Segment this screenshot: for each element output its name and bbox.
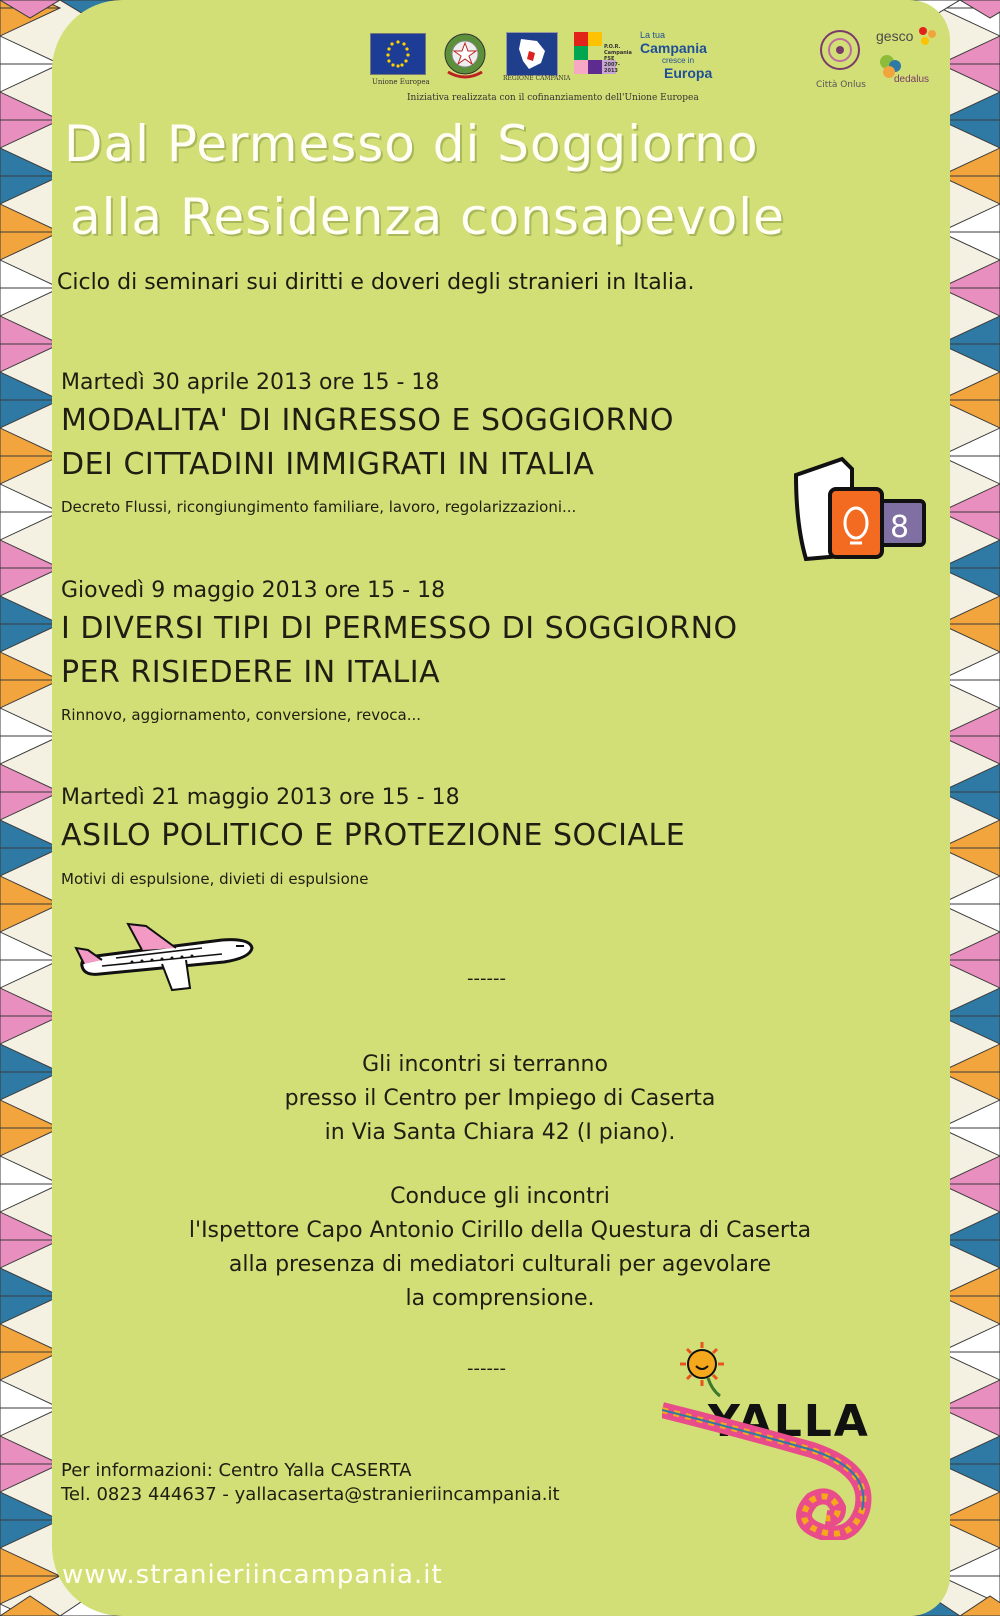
bunting-flag	[960, 1596, 1000, 1616]
location-block	[0, 1048, 1000, 1150]
contact-line-2: Tel. 0823 444637 - yallacaserta@stranieriincampania.it	[61, 1484, 560, 1505]
website-url[interactable]: www.stranieriincampania.it	[62, 1560, 443, 1590]
campania-slogan	[640, 30, 720, 81]
location-line-1: Gli incontri si terranno	[362, 1052, 608, 1077]
citta-caption: Città Onlus	[816, 80, 866, 90]
passport-documents-icon	[790, 455, 940, 565]
conductor-block	[0, 1180, 1000, 1316]
seminar-1-heading-line-2: DEI CITTADINI IMMIGRATI IN ITALIA	[61, 447, 595, 482]
separator-2: ------	[467, 1358, 506, 1379]
seminar-2-heading-line-2: PER RISIEDERE IN ITALIA	[61, 655, 441, 690]
citta-logo	[816, 30, 866, 92]
yalla-logo	[662, 1340, 902, 1540]
gesco-dots-icon	[918, 26, 938, 46]
slogan-line-4: Europa	[664, 65, 713, 81]
conductor-line-2: l'Ispettore Capo Antonio Cirillo della Questura di Caserta	[188, 1218, 812, 1243]
italian-republic-emblem	[440, 30, 490, 82]
conductor-line-4: la comprensione.	[405, 1286, 595, 1311]
conductor-line-1: Conduce gli incontri	[390, 1184, 610, 1209]
seminar-2-date: Giovedì 9 maggio 2013 ore 15 - 18	[61, 578, 446, 603]
sun-icon	[680, 1342, 724, 1396]
seminar-2-heading-line-1: I DIVERSI TIPI DI PERMESSO DI SOGGIORNO	[61, 611, 738, 646]
seminar-1-heading-line-1: MODALITA' DI INGRESSO E SOGGIORNO	[61, 403, 675, 438]
citta-rosette-icon	[816, 30, 866, 76]
poster-title-line-2: alla Residenza consapevole	[70, 188, 785, 246]
seminar-1-date: Martedì 30 aprile 2013 ore 15 - 18	[61, 370, 440, 395]
location-line-2: presso il Centro per Impiego di Caserta	[284, 1086, 716, 1111]
regione-campania-logo	[506, 32, 558, 76]
dedalus-label: dedalus	[894, 74, 930, 85]
eu-stars-icon	[371, 34, 425, 74]
seminar-3-heading-line-1: ASILO POLITICO E PROTEZIONE SOCIALE	[61, 818, 686, 853]
seminar-3-date: Martedì 21 maggio 2013 ore 15 - 18	[61, 785, 460, 810]
eu-flag-logo	[370, 33, 426, 75]
separator-1: ------	[467, 968, 506, 989]
slogan-line-2: Campania	[640, 40, 707, 56]
emblem-icon	[440, 30, 490, 82]
location-line-3: in Via Santa Chiara 42 (I piano).	[324, 1120, 676, 1145]
airplane-icon	[72, 918, 262, 998]
slogan-line-3: cresce in	[662, 56, 695, 65]
seminar-1-description: Decreto Flussi, ricongiungimento familiare, lavoro, regolarizzazioni...	[61, 498, 577, 516]
contact-line-1: Per informazioni: Centro Yalla CASERTA	[61, 1460, 412, 1481]
gesco-logo	[876, 26, 938, 46]
seminar-3-description: Motivi di espulsione, divieti di espulsione	[61, 870, 369, 888]
campania-caption: REGIONE CAMPANIA	[503, 75, 571, 82]
svg-text:8: 8	[890, 510, 910, 545]
yalla-wordmark: YALLA	[708, 1396, 870, 1447]
cofinancing-note: Iniziativa realizzata con il cofinanziamento dell'Unione Europea	[407, 93, 699, 103]
por-logo	[574, 32, 632, 84]
gesco-label: gesco	[876, 28, 914, 44]
dedalus-logo	[878, 52, 930, 88]
por-caption: P.O.R. Campania FSE 2007-2013	[604, 44, 632, 74]
campania-map-icon	[507, 33, 557, 75]
eu-caption: Unione Europea	[372, 78, 430, 86]
poster-title-line-1: Dal Permesso di Soggiorno	[64, 115, 759, 173]
conductor-line-3: alla presenza di mediatori culturali per agevolare	[228, 1252, 772, 1277]
slogan-line-1: La tua	[640, 30, 666, 40]
poster-subtitle: Ciclo di seminari sui diritti e doveri degli stranieri in Italia.	[57, 270, 695, 295]
seminar-2-description: Rinnovo, aggiornamento, conversione, revoca...	[61, 706, 421, 724]
